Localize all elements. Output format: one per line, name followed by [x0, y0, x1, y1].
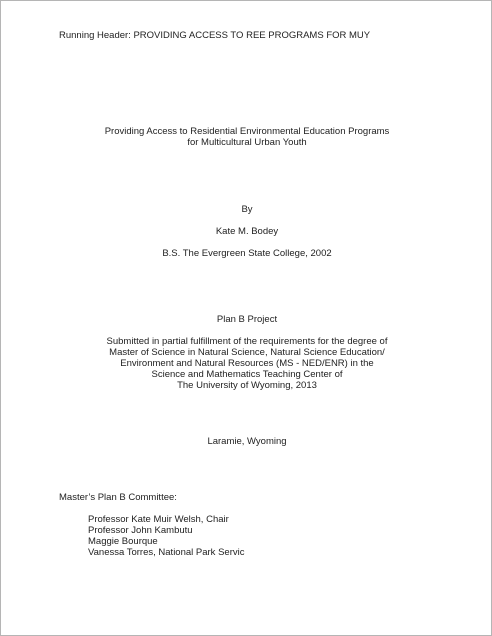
committee-member: Professor John Kambutu — [88, 525, 193, 536]
submission-statement — [1, 336, 492, 391]
submission-line: The University of Wyoming, 2013 — [177, 380, 317, 391]
committee-member: Vanessa Torres, National Park Servic — [88, 547, 245, 558]
committee-member: Maggie Bourque — [88, 536, 158, 547]
running-header: Running Header: PROVIDING ACCESS TO REE PROGRAMS FOR MUY — [59, 30, 371, 41]
title-line: Providing Access to Residential Environmental Education Programs — [104, 126, 390, 137]
by-line: By — [241, 204, 253, 215]
project-type: Plan B Project — [216, 314, 278, 325]
committee-heading: Master’s Plan B Committee: — [59, 492, 177, 503]
submission-line: Environment and Natural Resources (MS - NED/ENR) in the — [120, 358, 374, 369]
author-name: Kate M. Bodey — [215, 226, 279, 237]
committee-list — [88, 514, 244, 558]
submission-line: Submitted in partial fulfillment of the requirements for the degree of — [106, 336, 388, 347]
document-title — [1, 126, 492, 148]
location: Laramie, Wyoming — [207, 436, 287, 447]
committee-member: Professor Kate Muir Welsh, Chair — [88, 514, 229, 525]
title-line: for Multicultural Urban Youth — [187, 137, 307, 148]
submission-line: Science and Mathematics Teaching Center of — [151, 369, 343, 380]
author-degree: B.S. The Evergreen State College, 2002 — [162, 248, 332, 259]
submission-line: Master of Science in Natural Science, Natural Science Education/ — [109, 347, 385, 358]
